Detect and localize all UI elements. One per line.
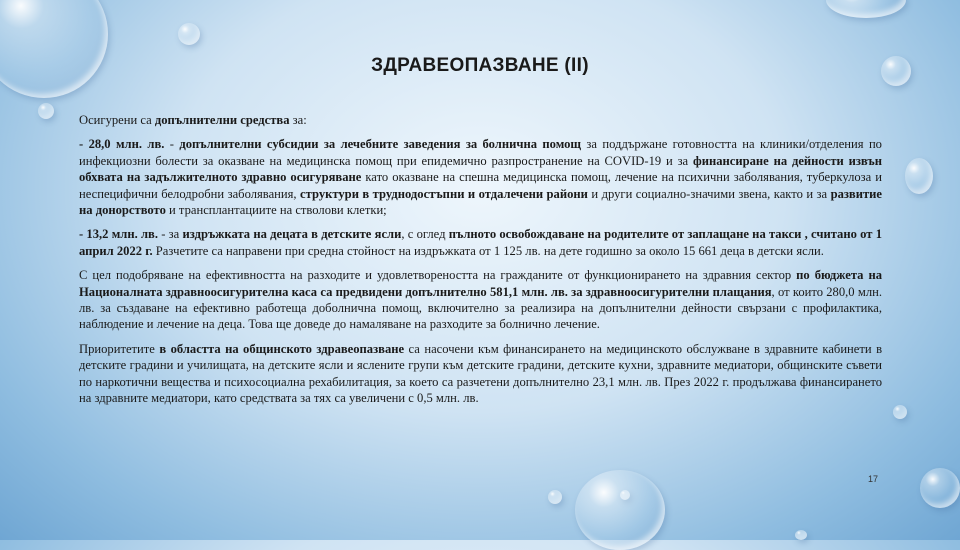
bold-text-run: допълнителни субсидии за лечебните заведения за болнична помощ bbox=[179, 137, 582, 152]
paragraph bbox=[79, 226, 882, 259]
bold-text-run: пълното освобождаване на родителите от заплащане на такси , считано от 1 април 2022 г. bbox=[79, 227, 882, 258]
text-run: за: bbox=[289, 113, 307, 127]
paragraph bbox=[79, 267, 882, 333]
slide-number: 17 bbox=[868, 474, 879, 484]
bold-text-run: финансиране на дейности извън обхвата на задължителното здравно осигуряване bbox=[79, 153, 882, 185]
text-run: Приоритетите bbox=[79, 341, 160, 356]
paragraph bbox=[79, 136, 882, 218]
water-drop-decoration bbox=[920, 468, 960, 508]
paragraph bbox=[79, 341, 882, 407]
water-drop-decoration bbox=[905, 158, 933, 194]
text-run: като оказване на спешна медицинска помощ, лечение на психични заболявания, туберкулоза и неспецифични белодробни заболявания, bbox=[79, 170, 882, 201]
water-drop-decoration bbox=[548, 490, 562, 504]
bold-text-run: издръжката на децата в детските ясли bbox=[182, 227, 402, 242]
water-drop-decoration bbox=[575, 470, 665, 550]
text-run: - за bbox=[158, 227, 183, 242]
slide-title: ЗДРАВЕОПАЗВАНЕ (II) bbox=[371, 55, 589, 76]
water-drop-decoration bbox=[893, 405, 907, 419]
water-drop-decoration bbox=[38, 103, 54, 119]
water-drop-decoration bbox=[178, 23, 200, 45]
text-run: и други социално-значими звена, както и за bbox=[587, 186, 831, 201]
water-drop-decoration bbox=[0, 0, 108, 98]
text-run: са насочени към финансирането на медицинското обслужване в здравните кабинети в детските градини и училищата, на детските ясли и яслените групи към детските градини, детските кухни, здравните медиатори, общинските съвети по наркотични вещества и психосоциална рехабилитация, за което са разчетени допълнително 23,1 млн. лв. През 2022 г. продължава финансирането на здравните медиатори, като средствата за тях са увеличени с 0,5 млн. лв. bbox=[79, 341, 883, 406]
water-drop-decoration bbox=[826, 0, 906, 18]
text-run: - bbox=[164, 137, 180, 152]
text-run: С цел подобряване на ефективността на разходите и удовлетвореността на гражданите от функционирането на здравния сектор bbox=[79, 268, 797, 283]
text-run: Разчетите са направени при средна стойност на издръжката от 1 125 лв. на дете годишно за около 15 661 деца в детски ясли. bbox=[152, 243, 824, 258]
bold-text-run: допълнителни средства bbox=[154, 113, 290, 127]
bold-text-run: развитие на донорството bbox=[79, 186, 883, 218]
text-run: , от които 280,0 млн. лв. за създаване на ефективно работеща доболнична помощ, включително за реализира на допълнителни дейности свързани с профилактика, наблюдение и лечение на деца. Това ще доведе до намаляване на разходите за болнично лечение. bbox=[79, 284, 882, 332]
bold-text-run: в областта на общинското здравеопазване bbox=[159, 341, 405, 356]
bold-text-run: - 13,2 млн. лв. bbox=[79, 227, 159, 242]
slide-body-text bbox=[79, 112, 882, 415]
text-run: за поддържане готовността на клиники/отделения по инфекциозни болести за оказване на медицинска помощ при епидемично разпространение на COVID-19 и за bbox=[79, 137, 882, 168]
text-run: Осигурени са bbox=[79, 113, 155, 127]
bold-text-run: - 28,0 млн. лв. bbox=[79, 137, 165, 152]
water-drop-decoration bbox=[795, 530, 807, 540]
text-run: и трансплантациите на стволови клетки; bbox=[165, 203, 387, 218]
text-run: , с оглед bbox=[401, 227, 449, 242]
bold-text-run: структури в труднодостъпни и отдалечени райони bbox=[300, 186, 588, 201]
paragraph bbox=[79, 112, 882, 128]
bold-text-run: по бюджета на Националната здравноосигурителна каса са предвидени допълнително 581,1 млн. лв. за здравноосигурителни плащания bbox=[79, 268, 883, 299]
